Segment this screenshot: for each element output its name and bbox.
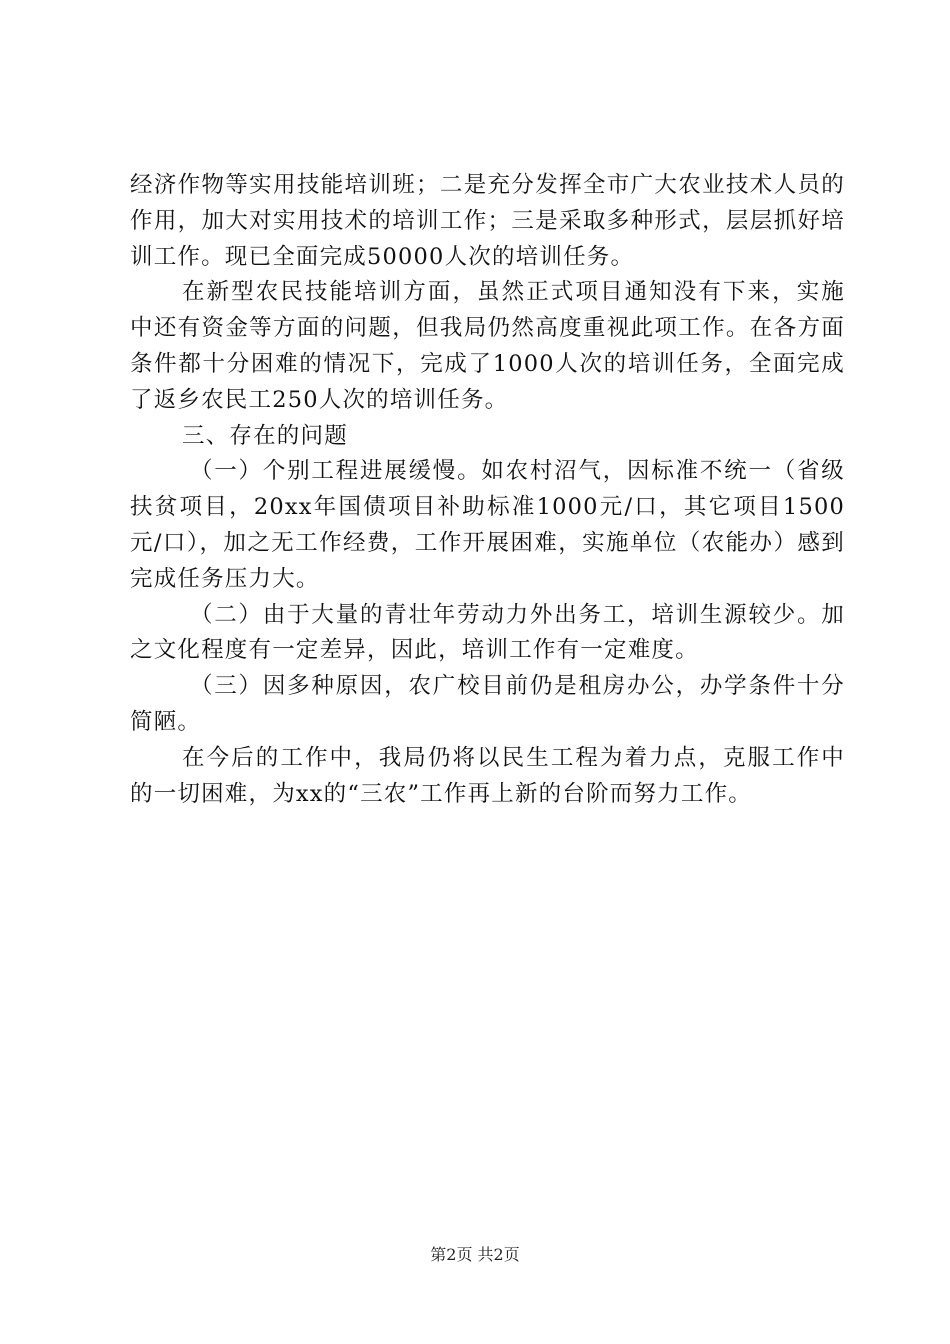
paragraph-conclusion: 在今后的工作中，我局仍将以民生工程为着力点，克服工作中的一切困难，为xx的“三农”工作再上新的台阶而努力工作。 [130, 744, 845, 807]
problem-item-3: （三）因多种原因，农广校目前仍是租房办公，办学条件十分简陋。 [130, 673, 845, 735]
paragraph-training-summary: 经济作物等实用技能培训班；二是充分发挥全市广大农业技术人员的作用，加大对实用技术的培训工作；三是采取多种形式，层层抓好培训工作。现已全面完成50000人次的培训任务。 [130, 172, 845, 270]
problem-item-1: （一）个别工程进展缓慢。如农村沼气，因标准不统一（省级扶贫项目，20xx年国债项目补助标准1000元/口，其它项目1500元/口），加之无工作经费，工作开展困难，实施单位（农能办）感到完成任务压力大。 [130, 458, 845, 592]
problem-item-2: （二）由于大量的青壮年劳动力外出务工，培训生源较少。加之文化程度有一定差异，因此，培训工作有一定难度。 [130, 601, 845, 664]
document-body [130, 168, 845, 812]
paragraph-farmer-skills-training: 在新型农民技能培训方面，虽然正式项目通知没有下来，实施中还有资金等方面的问题，但我局仍然高度重视此项工作。在各方面条件都十分困难的情况下，完成了1000人次的培训任务，全面完成了返乡农民工250人次的培训任务。 [130, 279, 845, 413]
page-footer: 第2页 共2页 [430, 1245, 520, 1264]
section-heading-problems: 三、存在的问题 [182, 422, 348, 449]
